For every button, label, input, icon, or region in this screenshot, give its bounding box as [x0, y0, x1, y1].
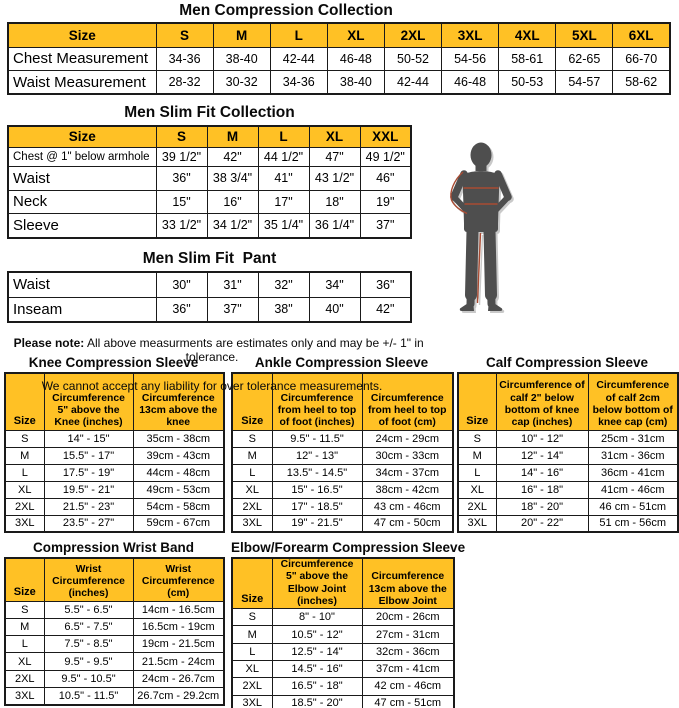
men-slim-fit-title: Men Slim Fit Collection [124, 104, 295, 121]
cell: 54-56 [442, 47, 499, 71]
cell: 54-57 [556, 71, 613, 95]
size-column-header: Size [232, 373, 272, 430]
size-cell: 3XL [5, 515, 44, 532]
inches-cell: 10.5" - 11.5" [44, 687, 133, 704]
table-row [5, 618, 224, 635]
header-row [8, 126, 411, 147]
cell: 58-61 [499, 47, 556, 71]
tolerance-note-line2: We cannot accept any liability for over tolerance measurements. [41, 378, 383, 393]
cell: 31" [207, 272, 258, 297]
cell: 18" [309, 190, 360, 213]
cell: 36" [156, 297, 207, 322]
size-cell: 3XL [458, 515, 496, 532]
column-header: Wrist Circumference (cm) [133, 558, 224, 601]
column-header: 2XL [384, 23, 441, 47]
column-header: Size [8, 126, 156, 147]
cell: 46-48 [442, 71, 499, 95]
cm-cell: 42 cm - 46cm [362, 678, 454, 695]
column-header: Circumference 5" above the Knee (inches) [44, 373, 133, 430]
column-header: Size [8, 23, 156, 47]
knee-sleeve-title: Knee Compression Sleeve [28, 355, 199, 370]
table-row [232, 464, 453, 481]
cm-cell: 30cm - 33cm [362, 447, 453, 464]
cm-cell: 47 cm - 51cm [362, 695, 454, 708]
size-cell: 2XL [5, 670, 44, 687]
table-row [5, 430, 224, 447]
header-row [5, 558, 224, 601]
table-row [232, 447, 453, 464]
inches-cell: 10.5" - 12" [272, 626, 362, 643]
column-header: Circumference 13cm above the Elbow Joint [362, 558, 454, 609]
cell: 36" [360, 272, 411, 297]
table-row [232, 643, 454, 660]
row-label: Waist Measurement [8, 71, 156, 95]
cm-cell: 24cm - 29cm [362, 430, 453, 447]
table-row [5, 464, 224, 481]
cell: 42-44 [384, 71, 441, 95]
column-header: Circumference from heel to top of foot (inches) [272, 373, 362, 430]
column-header: 5XL [556, 23, 613, 47]
inches-cell: 6.5" - 7.5" [44, 618, 133, 635]
table-row [458, 498, 678, 515]
man-silhouette-figure [441, 139, 519, 316]
cm-cell: 14cm - 16.5cm [133, 601, 224, 618]
cell: 36" [156, 166, 207, 190]
table-row [458, 515, 678, 532]
cm-cell: 19cm - 21.5cm [133, 636, 224, 653]
table-row [8, 297, 411, 322]
cell: 34 1/2" [207, 213, 258, 238]
cell: 34-36 [270, 71, 327, 95]
inches-cell: 12" - 14" [496, 447, 588, 464]
size-column-header: Size [5, 558, 44, 601]
table-row [232, 609, 454, 626]
cell: 42-44 [270, 47, 327, 71]
inches-cell: 19" - 21.5" [272, 515, 362, 532]
table-row [458, 464, 678, 481]
inches-cell: 16.5" - 18" [272, 678, 362, 695]
column-header: Wrist Circumference (inches) [44, 558, 133, 601]
table-row [458, 447, 678, 464]
size-cell: 3XL [232, 515, 272, 532]
column-header: Circumference from heel to top of foot (cm) [362, 373, 453, 430]
cm-cell: 20cm - 26cm [362, 609, 454, 626]
size-cell: S [5, 601, 44, 618]
cell: 28-32 [156, 71, 213, 95]
cm-cell: 51 cm - 56cm [588, 515, 678, 532]
cell: 38 3/4" [207, 166, 258, 190]
inches-cell: 13.5" - 14.5" [272, 464, 362, 481]
table-row [458, 430, 678, 447]
table-row [8, 272, 411, 297]
size-cell: S [5, 430, 44, 447]
inches-cell: 8" - 10" [272, 609, 362, 626]
size-column-header: Size [5, 373, 44, 430]
inches-cell: 19.5" - 21" [44, 481, 133, 498]
table-row [458, 481, 678, 498]
inches-cell: 9.5" - 11.5" [272, 430, 362, 447]
cell: 40" [309, 297, 360, 322]
table-row [232, 660, 454, 677]
size-cell: 2XL [232, 498, 272, 515]
table-row [5, 670, 224, 687]
cell: 34" [309, 272, 360, 297]
row-label: Inseam [8, 297, 156, 322]
cm-cell: 31cm - 36cm [588, 447, 678, 464]
cell: 66-70 [613, 47, 670, 71]
inches-cell: 18" - 20" [496, 498, 588, 515]
cm-cell: 26.7cm - 29.2cm [133, 687, 224, 704]
cell: 17" [258, 190, 309, 213]
cm-cell: 21.5cm - 24cm [133, 653, 224, 670]
row-label: Waist [8, 272, 156, 297]
size-table [231, 557, 455, 708]
size-cell: M [458, 447, 496, 464]
inches-cell: 17.5" - 19" [44, 464, 133, 481]
cell: 47" [309, 147, 360, 166]
inches-cell: 9.5" - 9.5" [44, 653, 133, 670]
table-row [232, 481, 453, 498]
size-table [7, 125, 412, 239]
column-header: S [156, 126, 207, 147]
inches-cell: 9.5" - 10.5" [44, 670, 133, 687]
elbow-sleeve-title: Elbow/Forearm Compression Sleeve [231, 540, 466, 555]
size-cell: M [232, 626, 272, 643]
table-row [232, 678, 454, 695]
cm-cell: 34cm - 37cm [362, 464, 453, 481]
wrist-band-table [4, 557, 225, 706]
table-row [5, 481, 224, 498]
size-cell: S [232, 609, 272, 626]
calf-sleeve-title: Calf Compression Sleeve [485, 355, 649, 370]
inches-cell: 12.5" - 14" [272, 643, 362, 660]
cell: 30" [156, 272, 207, 297]
cm-cell: 41cm - 46cm [588, 481, 678, 498]
cm-cell: 59cm - 67cm [133, 515, 224, 532]
tolerance-note [0, 322, 428, 421]
men-compression-table [7, 22, 671, 95]
cell: 50-53 [499, 71, 556, 95]
header-row [458, 373, 678, 430]
men-compression-title: Men Compression Collection [179, 2, 393, 19]
figure-left-upper-arm [454, 174, 464, 197]
figure-right-calf [491, 285, 492, 304]
column-header: L [270, 23, 327, 47]
size-cell: 2XL [458, 498, 496, 515]
size-cell: L [5, 636, 44, 653]
cm-cell: 43 cm - 46cm [362, 498, 453, 515]
cell: 44 1/2" [258, 147, 309, 166]
size-cell: XL [5, 653, 44, 670]
inches-cell: 7.5" - 8.5" [44, 636, 133, 653]
cm-cell: 49cm - 53cm [133, 481, 224, 498]
size-cell: XL [5, 481, 44, 498]
header-row [232, 558, 454, 609]
inches-cell: 21.5" - 23" [44, 498, 133, 515]
inches-cell: 20" - 22" [496, 515, 588, 532]
table-row [8, 190, 411, 213]
table-row [232, 626, 454, 643]
size-cell: XL [232, 481, 272, 498]
size-cell: XL [458, 481, 496, 498]
cell: 42" [360, 297, 411, 322]
men-slim-pant-table [7, 271, 412, 323]
cm-cell: 36cm - 41cm [588, 464, 678, 481]
column-header: M [213, 23, 270, 47]
size-column-header: Size [458, 373, 496, 430]
row-label: Chest Measurement [8, 47, 156, 71]
men-slim-pant-title: Men Slim Fit Pant [142, 250, 277, 267]
table-row [232, 695, 454, 708]
cell: 58-62 [613, 71, 670, 95]
size-table [457, 372, 679, 533]
cell: 33 1/2" [156, 213, 207, 238]
figure-neck [476, 163, 487, 171]
cell: 36 1/4" [309, 213, 360, 238]
cm-cell: 25cm - 31cm [588, 430, 678, 447]
cm-cell: 44cm - 48cm [133, 464, 224, 481]
cell: 37" [360, 213, 411, 238]
column-header: 6XL [613, 23, 670, 47]
cm-cell: 32cm - 36cm [362, 643, 454, 660]
cell: 37" [207, 297, 258, 322]
cell: 15" [156, 190, 207, 213]
cell: 46" [360, 166, 411, 190]
inches-cell: 15.5" - 17" [44, 447, 133, 464]
size-cell: M [5, 447, 44, 464]
column-header: 4XL [499, 23, 556, 47]
tolerance-note-line1: All above measurments are estimates only and may be +/- 1" in tolerance. [84, 336, 428, 365]
table-row [232, 515, 453, 532]
column-header: 3XL [442, 23, 499, 47]
row-label: Waist [8, 166, 156, 190]
table-row [232, 430, 453, 447]
column-header: Circumference 13cm above the knee [133, 373, 224, 430]
figure-right-upper-arm [498, 174, 508, 197]
ankle-sleeve-title: Ankle Compression Sleeve [254, 355, 429, 370]
size-cell: L [232, 643, 272, 660]
column-header: Circumference 5" above the Elbow Joint (inches) [272, 558, 362, 609]
inches-cell: 12" - 13" [272, 447, 362, 464]
inches-cell: 17" - 18.5" [272, 498, 362, 515]
size-cell: M [5, 618, 44, 635]
size-cell: 3XL [232, 695, 272, 708]
column-header: XXL [360, 126, 411, 147]
size-cell: 2XL [232, 678, 272, 695]
inches-cell: 14" - 16" [496, 464, 588, 481]
inches-cell: 18.5" - 20" [272, 695, 362, 708]
cell: 38-40 [327, 71, 384, 95]
men-slim-fit-table [7, 125, 412, 239]
size-column-header: Size [232, 558, 272, 609]
cell: 39 1/2" [156, 147, 207, 166]
cm-cell: 16.5cm - 19cm [133, 618, 224, 635]
inches-cell: 10" - 12" [496, 430, 588, 447]
size-cell: L [5, 464, 44, 481]
table-row [8, 166, 411, 190]
row-label: Sleeve [8, 213, 156, 238]
row-label: Chest @ 1" below armhole [8, 147, 156, 166]
size-table [4, 557, 225, 706]
cell: 42" [207, 147, 258, 166]
inches-cell: 16" - 18" [496, 481, 588, 498]
table-row [8, 47, 670, 71]
tolerance-note-label: Please note: [13, 336, 85, 351]
inches-cell: 14" - 15" [44, 430, 133, 447]
table-row [5, 498, 224, 515]
size-table [7, 271, 412, 323]
wrist-band-title: Compression Wrist Band [32, 540, 195, 555]
inches-cell: 14.5" - 16" [272, 660, 362, 677]
column-header: L [258, 126, 309, 147]
cell: 41" [258, 166, 309, 190]
table-row [5, 601, 224, 618]
table-row [5, 653, 224, 670]
cm-cell: 39cm - 43cm [133, 447, 224, 464]
cell: 34-36 [156, 47, 213, 71]
row-label: Neck [8, 190, 156, 213]
cell: 49 1/2" [360, 147, 411, 166]
table-row [232, 498, 453, 515]
cell: 35 1/4" [258, 213, 309, 238]
table-row [5, 687, 224, 704]
column-header: Circumference of calf 2cm below bottom of knee cap (cm) [588, 373, 678, 430]
man-silhouette-body [454, 143, 508, 312]
table-row [8, 147, 411, 166]
figure-left-calf [471, 285, 472, 304]
cell: 38" [258, 297, 309, 322]
cm-cell: 54cm - 58cm [133, 498, 224, 515]
calf-sleeve-table [457, 372, 679, 533]
size-cell: S [458, 430, 496, 447]
cm-cell: 37cm - 41cm [362, 660, 454, 677]
table-row [5, 515, 224, 532]
cell: 38-40 [213, 47, 270, 71]
cell: 16" [207, 190, 258, 213]
size-cell: 2XL [5, 498, 44, 515]
cm-cell: 27cm - 31cm [362, 626, 454, 643]
inches-cell: 23.5" - 27" [44, 515, 133, 532]
cell: 30-32 [213, 71, 270, 95]
column-header: XL [309, 126, 360, 147]
cm-cell: 47 cm - 50cm [362, 515, 453, 532]
inches-cell: 5.5" - 6.5" [44, 601, 133, 618]
size-cell: S [232, 430, 272, 447]
column-header: S [156, 23, 213, 47]
cell: 43 1/2" [309, 166, 360, 190]
header-row [8, 23, 670, 47]
cm-cell: 38cm - 42cm [362, 481, 453, 498]
cm-cell: 35cm - 38cm [133, 430, 224, 447]
size-table [7, 22, 671, 95]
cm-cell: 46 cm - 51cm [588, 498, 678, 515]
inches-cell: 15" - 16.5" [272, 481, 362, 498]
cm-cell: 24cm - 26.7cm [133, 670, 224, 687]
size-cell: L [232, 464, 272, 481]
table-row [8, 213, 411, 238]
size-cell: XL [232, 660, 272, 677]
table-row [5, 447, 224, 464]
size-cell: 3XL [5, 687, 44, 704]
cell: 46-48 [327, 47, 384, 71]
column-header: XL [327, 23, 384, 47]
cell: 50-52 [384, 47, 441, 71]
cell: 62-65 [556, 47, 613, 71]
elbow-sleeve-table [231, 557, 455, 708]
size-cell: L [458, 464, 496, 481]
size-cell: M [232, 447, 272, 464]
table-row [5, 636, 224, 653]
column-header: M [207, 126, 258, 147]
table-row [8, 71, 670, 95]
cell: 19" [360, 190, 411, 213]
cell: 32" [258, 272, 309, 297]
column-header: Circumference of calf 2" below bottom of knee cap (inches) [496, 373, 588, 430]
